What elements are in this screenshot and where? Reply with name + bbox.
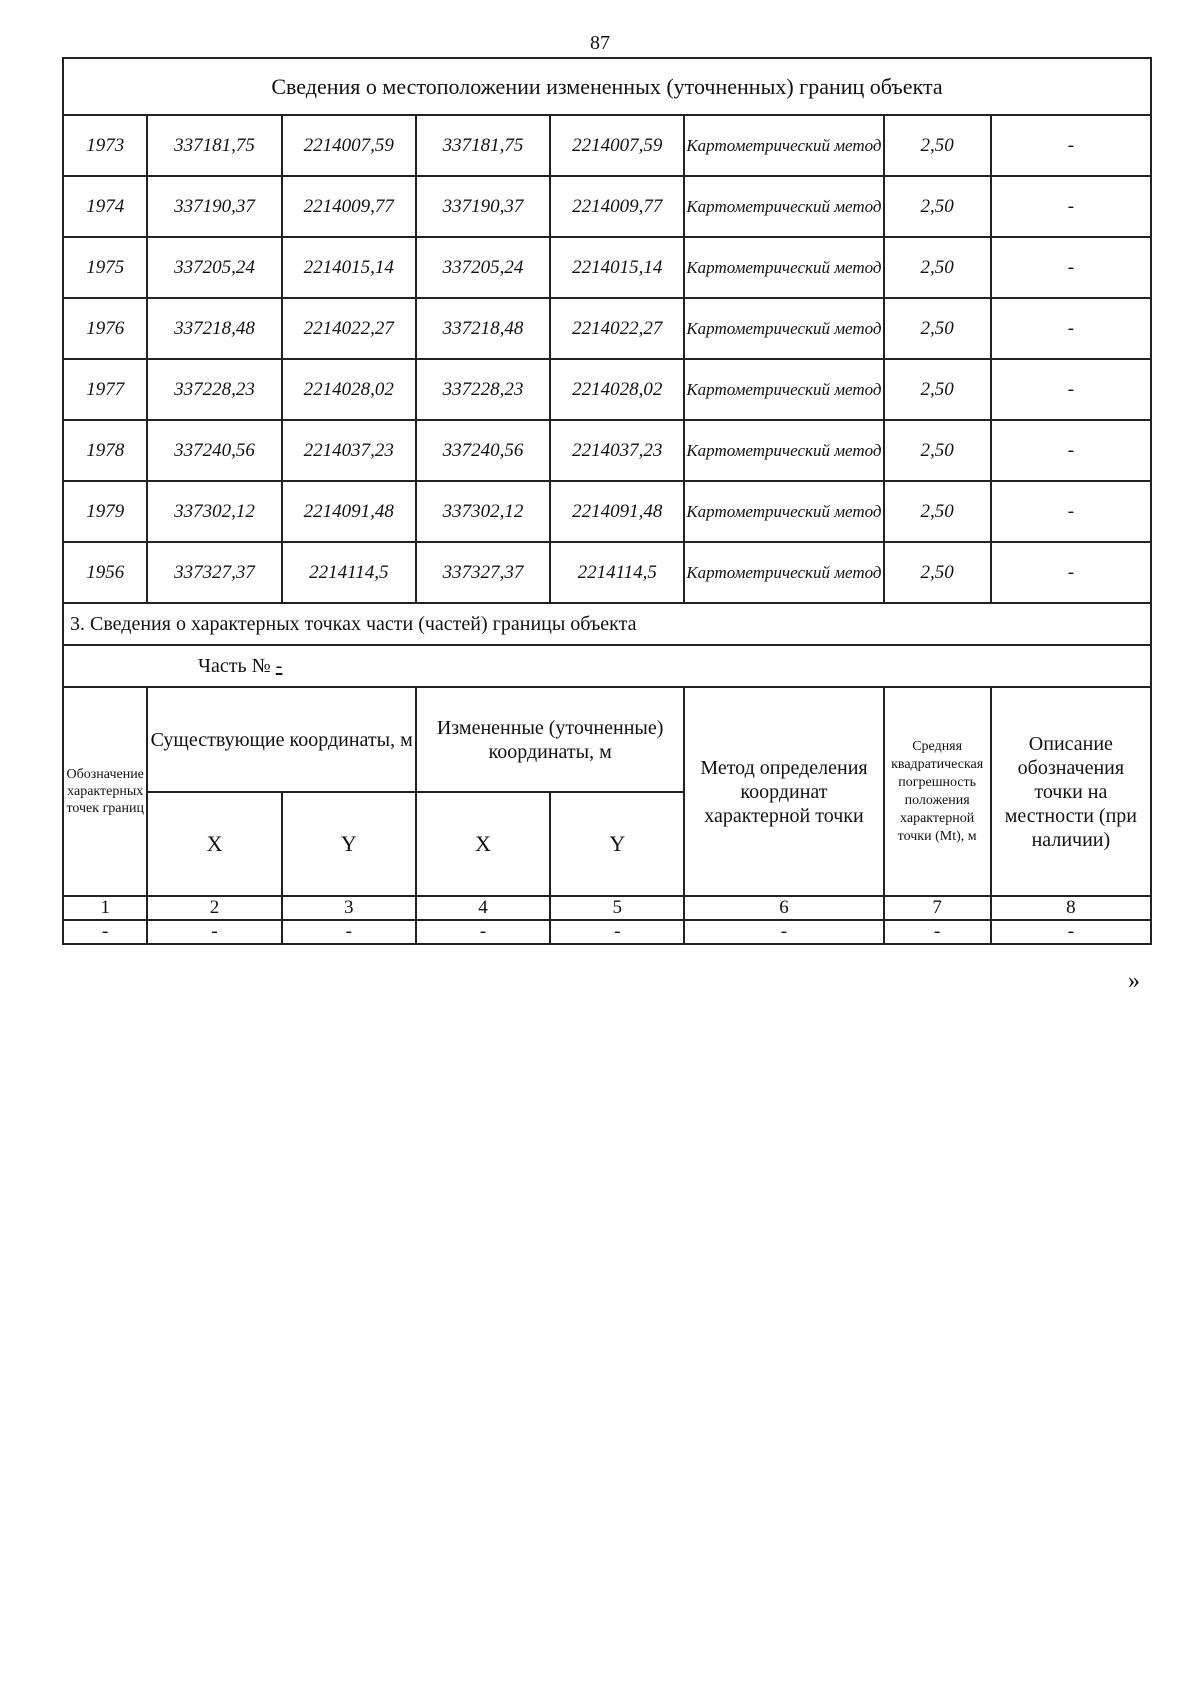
cell-method: Картометрический метод — [684, 359, 883, 420]
cell-x-existing: 337190,37 — [147, 176, 281, 237]
cell-description: - — [991, 176, 1151, 237]
table-row — [63, 176, 1151, 237]
cell-method: Картометрический метод — [684, 115, 883, 176]
page-number: 87 — [590, 32, 610, 54]
header-error: Средняя квадратическая погрешность положения характерной точки (Mt), м — [884, 687, 991, 896]
cell-point-id: 1979 — [63, 481, 147, 542]
cell-error: 2,50 — [884, 115, 991, 176]
empty-cell: - — [884, 920, 991, 944]
cell-x-changed: 337240,56 — [416, 420, 550, 481]
empty-cell: - — [684, 920, 883, 944]
cell-x-changed: 337228,23 — [416, 359, 550, 420]
column-number: 6 — [684, 896, 883, 920]
header-x-changed: X — [416, 792, 550, 896]
empty-cell: - — [991, 920, 1151, 944]
table-row — [63, 481, 1151, 542]
coordinates-table — [62, 57, 1152, 945]
cell-x-changed: 337205,24 — [416, 237, 550, 298]
column-number: 3 — [282, 896, 416, 920]
cell-description: - — [991, 298, 1151, 359]
empty-cell: - — [416, 920, 550, 944]
table-row — [63, 298, 1151, 359]
cell-x-changed: 337190,37 — [416, 176, 550, 237]
cell-x-existing: 337218,48 — [147, 298, 281, 359]
cell-x-changed: 337302,12 — [416, 481, 550, 542]
cell-y-existing: 2214009,77 — [282, 176, 416, 237]
cell-error: 2,50 — [884, 237, 991, 298]
cell-description: - — [991, 542, 1151, 603]
cell-method: Картометрический метод — [684, 481, 883, 542]
cell-description: - — [991, 420, 1151, 481]
cell-point-id: 1977 — [63, 359, 147, 420]
cell-method: Картометрический метод — [684, 176, 883, 237]
cell-error: 2,50 — [884, 176, 991, 237]
header-y-changed: Y — [550, 792, 684, 896]
empty-data-row — [63, 920, 1151, 944]
cell-method: Картометрический метод — [684, 420, 883, 481]
cell-y-existing: 2214114,5 — [282, 542, 416, 603]
cell-y-changed: 2214015,14 — [550, 237, 684, 298]
table-row — [63, 420, 1151, 481]
cell-description: - — [991, 481, 1151, 542]
cell-error: 2,50 — [884, 481, 991, 542]
header-x-existing: X — [147, 792, 281, 896]
cell-y-existing: 2214028,02 — [282, 359, 416, 420]
cell-y-existing: 2214037,23 — [282, 420, 416, 481]
empty-cell: - — [282, 920, 416, 944]
cell-point-id: 1976 — [63, 298, 147, 359]
cell-method: Картометрический метод — [684, 542, 883, 603]
cell-method: Картометрический метод — [684, 237, 883, 298]
cell-x-existing: 337181,75 — [147, 115, 281, 176]
cell-x-existing: 337228,23 — [147, 359, 281, 420]
header-method: Метод определения координат характерной точки — [684, 687, 883, 896]
table-row — [63, 115, 1151, 176]
cell-x-existing: 337327,37 — [147, 542, 281, 603]
section3-title: 3. Сведения о характерных точках части (частей) границы объекта — [63, 603, 1151, 645]
empty-cell: - — [550, 920, 684, 944]
cell-x-changed: 337181,75 — [416, 115, 550, 176]
cell-description: - — [991, 115, 1151, 176]
empty-cell: - — [147, 920, 281, 944]
cell-point-id: 1956 — [63, 542, 147, 603]
closing-quote: » — [1128, 968, 1140, 994]
empty-cell: - — [63, 920, 147, 944]
cell-y-existing: 2214022,27 — [282, 298, 416, 359]
table-row — [63, 542, 1151, 603]
table-row — [63, 237, 1151, 298]
cell-y-existing: 2214091,48 — [282, 481, 416, 542]
cell-x-existing: 337302,12 — [147, 481, 281, 542]
cell-error: 2,50 — [884, 359, 991, 420]
cell-error: 2,50 — [884, 298, 991, 359]
cell-y-changed: 2214009,77 — [550, 176, 684, 237]
column-number: 8 — [991, 896, 1151, 920]
column-number-row — [63, 896, 1151, 920]
part-label: Часть № — [198, 654, 271, 677]
header-changed-coords: Измененные (уточненные) координаты, м — [416, 687, 684, 792]
cell-point-id: 1978 — [63, 420, 147, 481]
cell-y-changed: 2214091,48 — [550, 481, 684, 542]
cell-x-changed: 337327,37 — [416, 542, 550, 603]
cell-method: Картометрический метод — [684, 298, 883, 359]
cell-point-id: 1973 — [63, 115, 147, 176]
cell-y-changed: 2214007,59 — [550, 115, 684, 176]
column-number: 1 — [63, 896, 147, 920]
cell-y-changed: 2214114,5 — [550, 542, 684, 603]
column-number: 5 — [550, 896, 684, 920]
cell-x-existing: 337205,24 — [147, 237, 281, 298]
column-number: 2 — [147, 896, 281, 920]
cell-y-changed: 2214028,02 — [550, 359, 684, 420]
header-point-designation: Обозначение характерных точек границ — [63, 687, 147, 896]
column-number: 7 — [884, 896, 991, 920]
cell-description: - — [991, 237, 1151, 298]
cell-point-id: 1974 — [63, 176, 147, 237]
cell-y-existing: 2214015,14 — [282, 237, 416, 298]
table-title: Сведения о местоположении измененных (уточненных) границ объекта — [63, 58, 1151, 115]
cell-error: 2,50 — [884, 420, 991, 481]
part-value: - — [275, 654, 283, 677]
cell-point-id: 1975 — [63, 237, 147, 298]
cell-error: 2,50 — [884, 542, 991, 603]
header-description: Описание обозначения точки на местности (при наличии) — [991, 687, 1151, 896]
cell-y-existing: 2214007,59 — [282, 115, 416, 176]
column-number: 4 — [416, 896, 550, 920]
cell-description: - — [991, 359, 1151, 420]
header-existing-coords: Существующие координаты, м — [147, 687, 415, 792]
table-row — [63, 359, 1151, 420]
cell-x-changed: 337218,48 — [416, 298, 550, 359]
cell-y-changed: 2214022,27 — [550, 298, 684, 359]
cell-y-changed: 2214037,23 — [550, 420, 684, 481]
header-y-existing: Y — [282, 792, 416, 896]
cell-x-existing: 337240,56 — [147, 420, 281, 481]
part-number-row — [63, 645, 1151, 687]
